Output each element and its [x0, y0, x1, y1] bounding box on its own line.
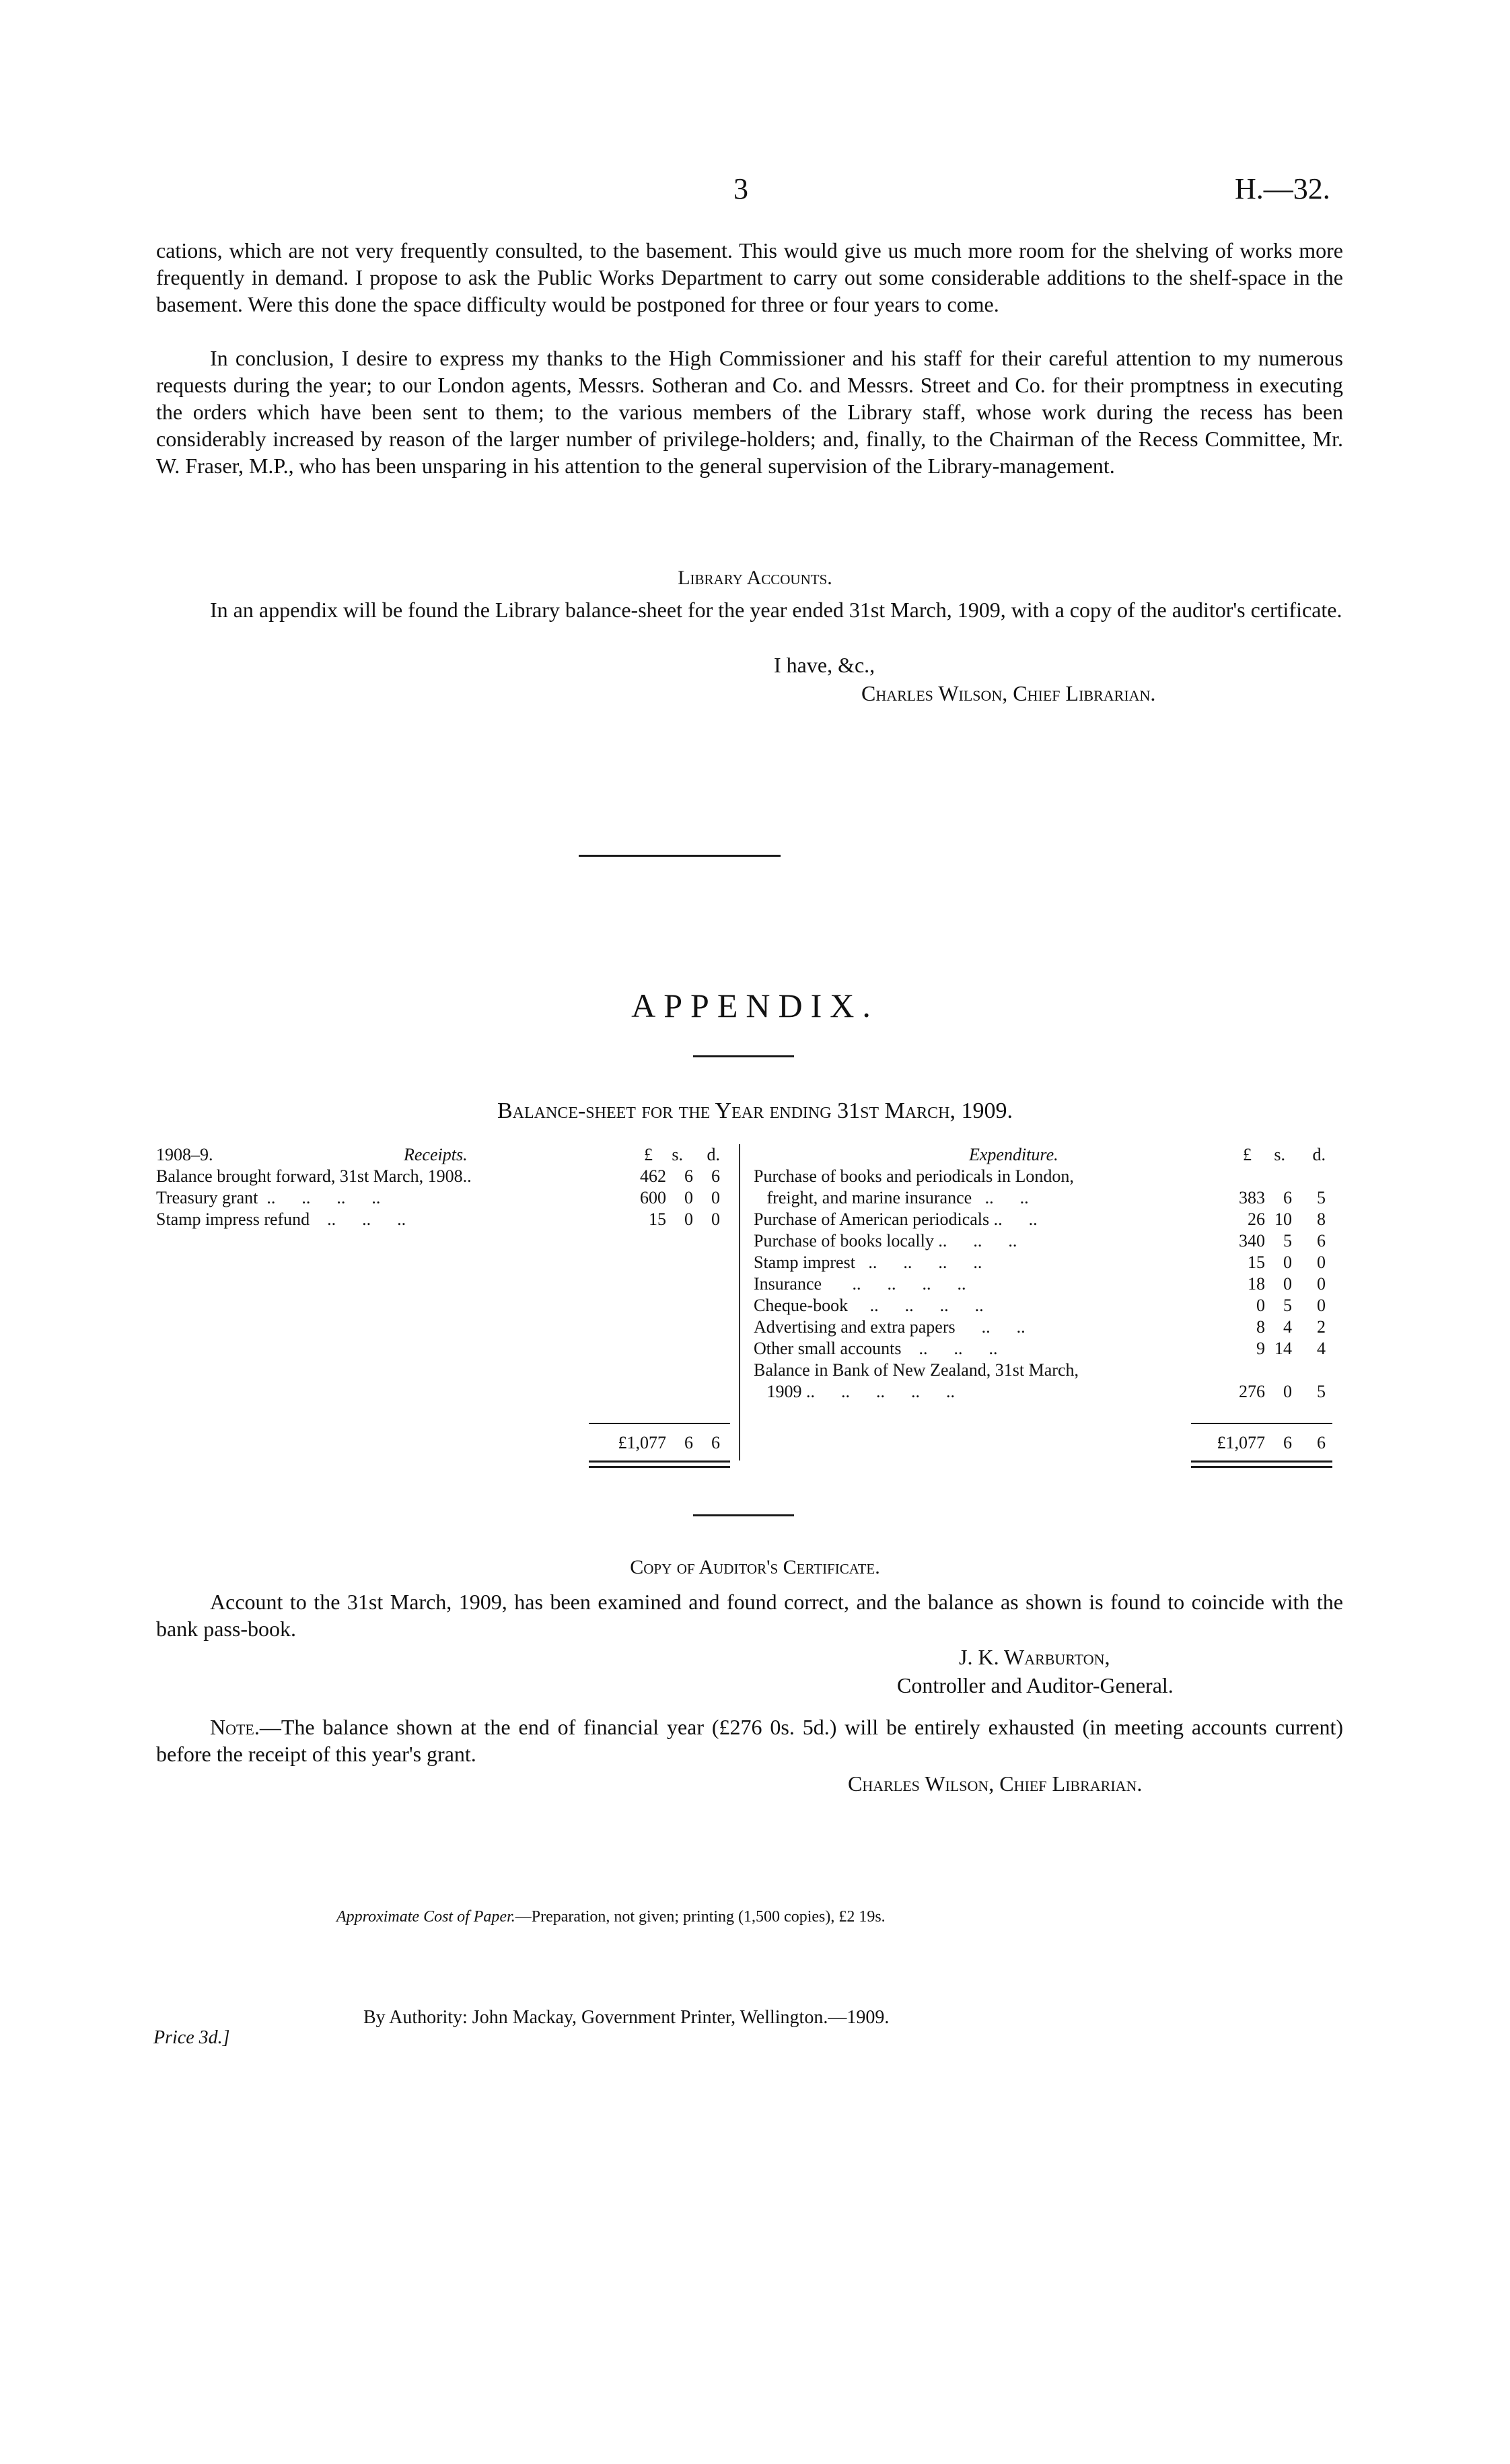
expenditure-row-pounds: 26 [1248, 1209, 1265, 1229]
body-paragraph-1: cations, which are not very frequently consulted, to the basement. This would give us much more room for the shelving of works more frequently in demand. I propose to ask the Public Works Department to carry out some considerable additions to the shelf-space in the basement. Were this done the space difficulty would be postponed for three or four years to come. [156, 238, 1343, 316]
expenditure-row-label: Purchase of books and periodicals in London, [754, 1166, 1074, 1186]
expenditure-row-label: Stamp imprest .. .. .. .. [754, 1253, 982, 1272]
expenditure-row-d: 0 [1317, 1274, 1326, 1294]
receipt-row-pounds: 15 [649, 1209, 666, 1229]
receipts-total-double-rule [589, 1460, 730, 1463]
signature-chief-librarian: Charles Wilson, Chief Librarian. [861, 681, 1156, 705]
expenditure-row-label: 1909 .. .. .. .. .. [754, 1382, 955, 1401]
receipt-row-pounds: 462 [640, 1166, 666, 1186]
expenditure-total-rule-top [1191, 1423, 1332, 1424]
receipt-row-d: 0 [711, 1188, 720, 1207]
expenditure-row-label: Balance in Bank of New Zealand, 31st March, [754, 1360, 1079, 1380]
body-paragraph-3: In an appendix will be found the Library balance-sheet for the year ended 31st March, 1909, with a copy of the auditor's certificate. [210, 598, 1342, 622]
receipt-row-pounds: 600 [640, 1188, 666, 1207]
receipts-total-double-rule-2 [589, 1466, 730, 1468]
expenditure-row-d: 6 [1317, 1231, 1326, 1251]
note-paragraph [156, 1714, 1343, 1767]
receipts-total-pounds: £1,077 [618, 1433, 666, 1452]
expenditure-row-pounds: 340 [1239, 1231, 1265, 1251]
auditor-certificate-heading: Copy of Auditor's Certificate. [630, 1556, 880, 1578]
expenditure-col-d: d. [1312, 1145, 1326, 1164]
expenditure-heading: Expenditure. [969, 1145, 1058, 1164]
receipts-col-d: d. [707, 1145, 720, 1164]
expenditure-row-s: 5 [1283, 1231, 1292, 1251]
expenditure-row-d: 0 [1317, 1253, 1326, 1272]
expenditure-total-double-rule-2 [1191, 1466, 1332, 1468]
expenditure-row-pounds: 0 [1256, 1296, 1265, 1315]
receipts-year-label: 1908–9. [156, 1145, 213, 1164]
expenditure-row-d: 4 [1317, 1339, 1326, 1358]
expenditure-col-pound: £ [1243, 1145, 1252, 1164]
expenditure-col-s: s. [1274, 1145, 1285, 1164]
expenditure-row-pounds: 8 [1256, 1317, 1265, 1337]
note-text: —The balance shown at the end of financial year (£276 0s. 5d.) will be entirely exhausted (in meeting accounts current) before the receipt of this year's grant. [156, 1715, 1343, 1766]
expenditure-row-s: 14 [1274, 1339, 1292, 1358]
appendix-title: APPENDIX. [631, 987, 879, 1024]
auditor-certificate-text: Account to the 31st March, 1909, has been examined and found correct, and the balance as shown is found to coincide with the bank pass-book. [156, 1590, 1343, 1641]
page-number: 3 [733, 172, 748, 205]
note-label: Note. [210, 1715, 260, 1739]
expenditure-row-pounds: 9 [1256, 1339, 1265, 1358]
receipts-heading: Receipts. [404, 1145, 468, 1164]
expenditure-row-s: 4 [1283, 1317, 1292, 1337]
receipt-row-d: 0 [711, 1209, 720, 1229]
expenditure-row-d: 5 [1317, 1382, 1326, 1401]
printer-authority: By Authority: John Mackay, Government Printer, Wellington.—1909. [363, 2007, 890, 2028]
library-accounts-heading: Library Accounts. [678, 567, 832, 589]
receipt-row-s: 6 [684, 1166, 693, 1186]
expenditure-row-pounds: 276 [1239, 1382, 1265, 1401]
expenditure-total-pounds: £1,077 [1217, 1433, 1265, 1452]
expenditure-row-d: 5 [1317, 1188, 1326, 1207]
expenditure-row-pounds: 383 [1239, 1188, 1265, 1207]
receipt-row-s: 0 [684, 1209, 693, 1229]
auditor-title: Controller and Auditor-General. [897, 1673, 1174, 1697]
receipts-col-s: s. [672, 1145, 683, 1164]
expenditure-row-d: 8 [1317, 1209, 1326, 1229]
expenditure-row-pounds: 18 [1248, 1274, 1265, 1294]
expenditure-row-s: 0 [1283, 1274, 1292, 1294]
cost-label: Approximate Cost of Paper. [336, 1908, 515, 1926]
expenditure-row-label: Cheque-book .. .. .. .. [754, 1296, 984, 1315]
receipt-row-s: 0 [684, 1188, 693, 1207]
receipts-total-s: 6 [684, 1433, 693, 1452]
receipts-col-pound: £ [644, 1145, 653, 1164]
expenditure-row-pounds: 15 [1248, 1253, 1265, 1272]
receipt-row-label: Stamp impress refund .. .. .. [156, 1209, 406, 1229]
expenditure-row-label: Purchase of books locally .. .. .. [754, 1231, 1017, 1251]
expenditure-row-s: 0 [1283, 1253, 1292, 1272]
expenditure-row-label: Purchase of American periodicals .. .. [754, 1209, 1038, 1229]
certificate-divider [693, 1514, 794, 1516]
cost-of-paper-line [336, 1908, 886, 1926]
table-column-divider [739, 1144, 740, 1460]
expenditure-row-s: 0 [1283, 1382, 1292, 1401]
receipt-row-d: 6 [711, 1166, 720, 1186]
body-paragraph-2: In conclusion, I desire to express my thanks to the High Commissioner and his staff for their careful attention to my numerous requests during the year; to our London agents, Messrs. Sotheran and Co. and Messrs. Street and Co. for their promptness in executing the orders which have been sent to them; to the various members of the Library staff, whose work during the recess has been considerably increased by reason of the larger number of privilege-holders; and, finally, to the Chairman of the Recess Committee, Mr. W. Fraser, M.P., who has been unsparing in his attention to the general supervision of the Library-management. [156, 346, 1343, 478]
expenditure-row-label: Insurance .. .. .. .. [754, 1274, 966, 1294]
expenditure-row-d: 0 [1317, 1296, 1326, 1315]
receipts-total-d: 6 [711, 1433, 720, 1452]
expenditure-row-label: Other small accounts .. .. .. [754, 1339, 998, 1358]
cost-text: —Preparation, not given; printing (1,500 copies), £2 19s. [515, 1908, 886, 1926]
expenditure-row-d: 2 [1317, 1317, 1326, 1337]
price-label: Price 3d.] [153, 2027, 230, 2048]
closing-line: I have, &c., [774, 653, 875, 677]
receipts-total-rule-top [589, 1423, 730, 1424]
auditor-name: J. K. Warburton, [959, 1645, 1110, 1669]
expenditure-row-label: freight, and marine insurance .. .. [754, 1188, 1029, 1207]
balance-sheet-title: Balance-sheet for the Year ending 31st March, 1909. [497, 1098, 1013, 1123]
expenditure-total-d: 6 [1317, 1433, 1326, 1452]
expenditure-row-s: 5 [1283, 1296, 1292, 1315]
receipt-row-label: Balance brought forward, 31st March, 1908.. [156, 1166, 472, 1186]
receipt-row-label: Treasury grant .. .. .. .. [156, 1188, 381, 1207]
expenditure-row-s: 10 [1274, 1209, 1292, 1229]
expenditure-total-s: 6 [1283, 1433, 1292, 1452]
note-signature: Charles Wilson, Chief Librarian. [848, 1771, 1143, 1796]
expenditure-row-label: Advertising and extra papers .. .. [754, 1317, 1026, 1337]
expenditure-row-s: 6 [1283, 1188, 1292, 1207]
expenditure-total-double-rule [1191, 1460, 1332, 1463]
document-code: H.—32. [1235, 172, 1330, 205]
